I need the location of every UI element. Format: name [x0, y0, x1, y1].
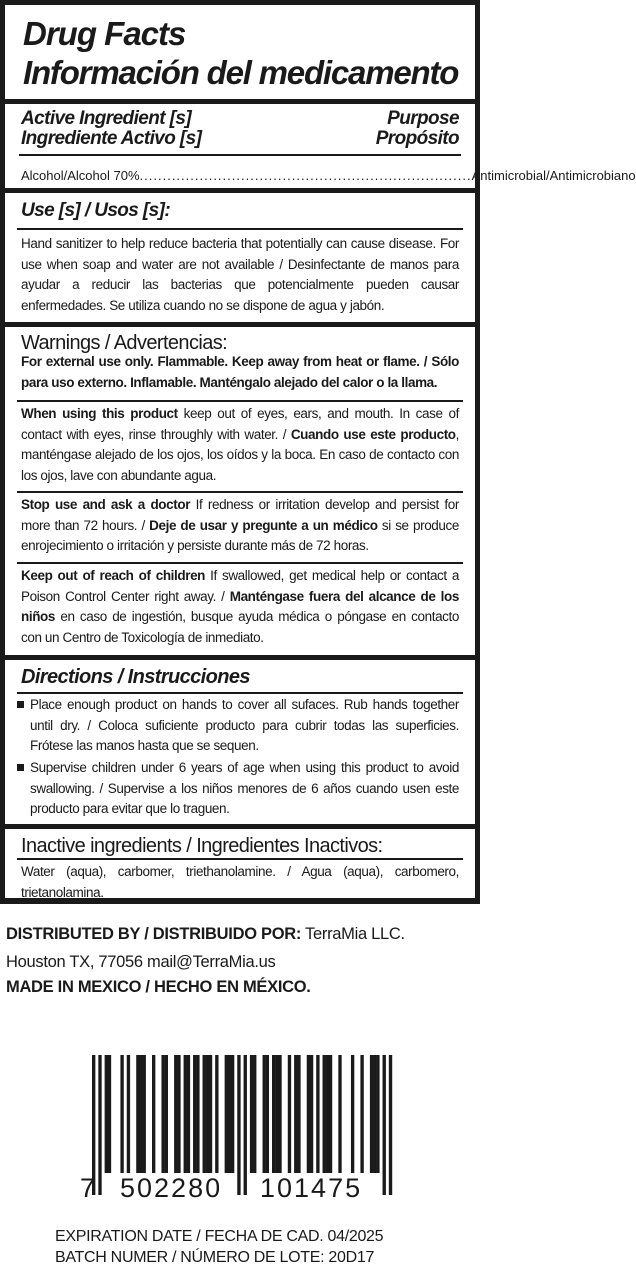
barcode-bar [152, 1055, 155, 1173]
stop-use-text-es: si se produce enrojecimiento o irritación y persiste durante más de 72 horas. [21, 517, 459, 553]
barcode-bar [370, 1055, 373, 1173]
when-using-text-es: , manténgase alejado de los ojos, los oídos y la boca. En caso de contacto con los ojos, lave con abundante agua. [21, 426, 459, 483]
barcode-bar [215, 1055, 218, 1173]
barcode-bar [278, 1055, 281, 1173]
divider [17, 228, 463, 230]
when-using-label: When using this product [21, 406, 178, 421]
barcode-bar [288, 1055, 291, 1173]
warnings-heading: Warnings / Advertencias: [21, 332, 228, 354]
divider [17, 692, 463, 694]
barcode-bar [206, 1055, 209, 1173]
active-ingredient-heading: Active Ingredient [s] [21, 108, 192, 129]
ingredient-row [21, 168, 636, 183]
barcode-bar [316, 1055, 319, 1173]
keep-out-label: Keep out of reach of children [21, 568, 206, 583]
ingredient-name: Alcohol/Alcohol 70% [21, 168, 140, 183]
keep-out-label-es: Manténgase fuera del alcance de los niños [21, 588, 459, 624]
divider [17, 858, 463, 860]
divider [5, 322, 475, 327]
barcode-bar [105, 1055, 108, 1173]
divider [17, 491, 463, 493]
ingredient-purpose: Antimicrobial/Antimicrobiano [471, 168, 636, 183]
barcode-bar [161, 1055, 164, 1173]
ingrediente-activo-heading: Ingrediente Activo [s] [21, 128, 202, 149]
barcode-bar [373, 1055, 376, 1173]
barcode-bar [323, 1055, 326, 1173]
barcode-bar [250, 1055, 253, 1173]
distributor-label: DISTRIBUTED BY / DISTRIBUIDO POR: [6, 925, 302, 943]
barcode-bar [266, 1055, 269, 1173]
warning-when-using [21, 404, 459, 486]
barcode-bar [307, 1055, 310, 1173]
when-using-label-es: Cuando use este producto [290, 426, 456, 442]
keep-out-text-es: en caso de ingestión, busque ayuda médica o póngase en contacto con un Centro de Toxicología de inmediato. [21, 609, 459, 645]
barcode-bar [231, 1055, 234, 1173]
title-block [5, 5, 475, 93]
dot-leader: ........................................................................ [139, 168, 472, 183]
barcode-bar [108, 1055, 111, 1173]
title-informacion: Información del medicamento [23, 54, 459, 91]
barcode-bar [297, 1055, 300, 1173]
active-heading-row-es [21, 128, 459, 149]
barcode-bar [225, 1055, 228, 1173]
barcode-bar [389, 1055, 392, 1195]
barcode-bar [338, 1055, 341, 1173]
direction-item-text: Place enough product on hands to cover all sufaces. Rub hands together until dry. / Coloca suficiente producto para cubrir todas las superficies. Frótese las manos hasta que se sequen. [30, 697, 459, 753]
direction-item [17, 695, 459, 757]
divider [5, 99, 475, 104]
barcode-bar [136, 1055, 139, 1173]
barcode-bar [187, 1055, 190, 1173]
directions-heading: Directions / Instrucciones [21, 666, 250, 688]
divider [5, 655, 475, 660]
barcode-bar [120, 1055, 123, 1173]
barcode-bar [360, 1055, 363, 1173]
barcode-bar [376, 1055, 379, 1173]
uses-heading: Use [s] / Usos [s]: [21, 200, 171, 221]
barcode-bar [272, 1055, 275, 1173]
barcode-bar [326, 1055, 329, 1173]
stop-use-label: Stop use and ask a doctor [21, 497, 191, 512]
address-line: Houston TX, 77056 mail@TerraMia.us [6, 953, 276, 971]
inactive-heading: Inactive ingredients / Ingredientes Inactivos: [21, 835, 383, 857]
uses-text: Hand sanitizer to help reduce bacteria that potentially can cause disease. For use when soap and water are not available / Desinfectante de manos para ayudar a reducir las bacterias que potencialmente pueden causar enfermedades. Se utiliza cuando no se dispone de agua y jabón. [21, 236, 459, 313]
barcode-bar [196, 1055, 199, 1173]
barcode-bar [209, 1055, 212, 1173]
barcode-bar [184, 1055, 187, 1173]
made-in-line: MADE IN MEXICO / HECHO EN MÉXICO. [6, 978, 311, 996]
barcode-bar [253, 1055, 256, 1173]
barcode-bar [98, 1055, 101, 1195]
barcode-bar [177, 1055, 180, 1173]
title-drug-facts: Drug Facts [23, 15, 186, 52]
barcode-bar [237, 1055, 240, 1195]
barcode-bar [275, 1055, 278, 1173]
barcode-digits-left: 502280 [120, 1173, 223, 1203]
divider [5, 188, 475, 193]
barcode-bar [203, 1055, 206, 1173]
proposito-heading: Propósito [375, 128, 459, 149]
divider [17, 562, 463, 564]
divider [17, 400, 463, 402]
keep-out-text: If swallowed, get medical help or contact a Poison Control Center right away. / [21, 568, 459, 604]
warning-external-use: For external use only. Flammable. Keep away from heat or flame. / Sólo para uso externo. Inflamable. Manténgalo alejado del calor o la llama. [21, 354, 459, 390]
bullet-square-icon [17, 701, 24, 708]
warning-keep-out [21, 566, 459, 648]
direction-item-text: Supervise children under 6 years of age when using this product to avoid swallowing. / Supervise a los niños menores de 6 años cuando usen este producto para evitar que lo traguen. [30, 760, 459, 816]
barcode-digits-right: 101475 [260, 1173, 363, 1203]
direction-item [17, 758, 459, 820]
barcode-bar [351, 1055, 354, 1173]
stop-use-label-es: Deje de usar y pregunte a un médico [149, 517, 378, 533]
warning-stop-use [21, 495, 459, 557]
barcode-bar [228, 1055, 231, 1173]
barcode-digit-first: 7 [80, 1173, 97, 1203]
divider [19, 154, 461, 156]
purpose-heading: Purpose [387, 108, 459, 129]
barcode-bar [383, 1055, 386, 1195]
barcode-bar [294, 1055, 297, 1173]
barcode-bar [127, 1055, 130, 1173]
expiration-date: EXPIRATION DATE / FECHA DE CAD. 04/2025 [55, 1228, 384, 1245]
barcode-bar [329, 1055, 332, 1173]
bullet-square-icon [17, 764, 24, 771]
when-using-text: keep out of eyes, ears, and mouth. In case of contact with eyes, rinse throughly with water. / [21, 406, 459, 442]
active-heading-row-en [21, 108, 459, 129]
inactive-text: Water (aqua), carbomer, triethanolamine. / Agua (aqua), carbomero, trietanolamina. [21, 864, 459, 900]
barcode-bar [139, 1055, 142, 1173]
batch-number: BATCH NUMER / NÚMERO DE LOTE: 20D17 [55, 1249, 375, 1266]
divider [5, 824, 475, 829]
barcode-bar [143, 1055, 146, 1173]
stop-use-text: If redness or irritation develop and persist for more than 72 hours. / [21, 497, 459, 533]
barcode-bar [244, 1055, 247, 1195]
barcode-bar [310, 1055, 313, 1173]
barcode-bar [174, 1055, 177, 1173]
barcode-bar [193, 1055, 196, 1173]
barcode-bar [165, 1055, 168, 1173]
distributor-line [6, 922, 405, 947]
barcode-bar [263, 1055, 266, 1173]
distributor-name: TerraMia LLC. [301, 925, 405, 943]
